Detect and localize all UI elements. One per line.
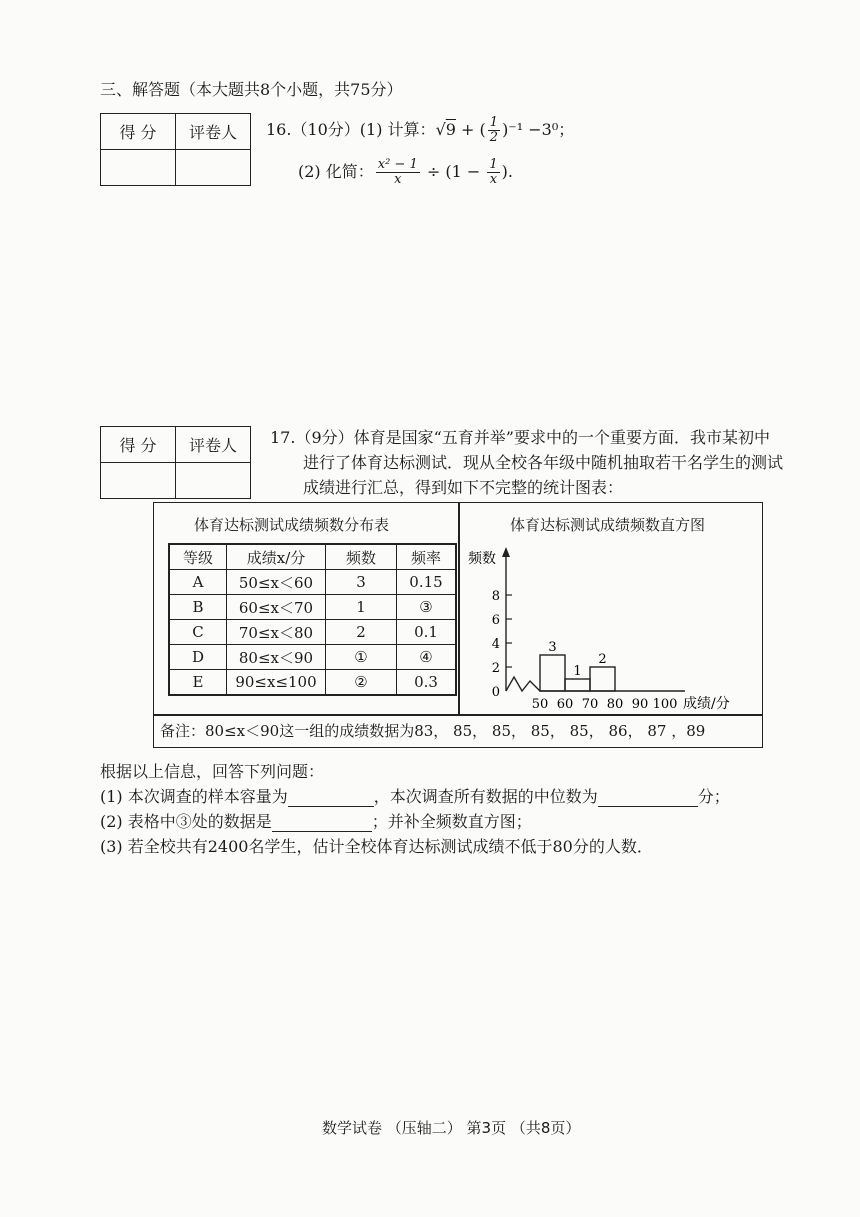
table-title: 体育达标测试成绩频数分布表 <box>194 516 390 534</box>
q17-sub2 <box>100 812 532 832</box>
cell: B <box>169 595 227 620</box>
cell: 1 <box>326 595 397 620</box>
histogram <box>460 539 760 713</box>
note-text: 备注：80≤x＜90这一组的成绩数据为83， 85， 85， 85， 85， 86， 87 ，89 <box>160 722 706 740</box>
x-tick-label: 50 <box>531 697 549 712</box>
table-row <box>169 570 456 595</box>
cell: ④ <box>397 645 457 670</box>
one-num: 1 <box>489 157 498 172</box>
score-label: 得 分 <box>101 114 176 150</box>
grader-label: 评卷人 <box>176 114 251 150</box>
q17-line3: 成绩进行汇总，得到如下不完整的统计图表： <box>303 478 624 497</box>
half-fraction <box>488 116 500 145</box>
bar-value-label: 1 <box>573 664 582 679</box>
q1-text-a: (1) 本次调查的样本容量为 <box>100 787 288 806</box>
note-divider <box>154 714 762 716</box>
grader-cell <box>176 463 251 499</box>
bar-value-label: 3 <box>548 640 557 655</box>
table-row <box>169 595 456 620</box>
y-tick-label: 8 <box>491 589 500 604</box>
y-tick-label: 4 <box>491 637 500 652</box>
cell: 0.1 <box>397 620 457 645</box>
y-axis-arrow <box>502 547 510 557</box>
cell: 0.15 <box>397 570 457 595</box>
cell: 80≤x＜90 <box>227 645 326 670</box>
th-grade: 等级 <box>169 544 227 570</box>
cell: 70≤x＜80 <box>227 620 326 645</box>
answer-blank-2[interactable] <box>598 790 698 807</box>
x-axis-label: 成绩/分 <box>683 696 730 712</box>
cell: ② <box>326 670 397 696</box>
q2-text-a: (2) 表格中③处的数据是 <box>100 812 272 831</box>
grader-cell <box>176 150 251 186</box>
half-num: 1 <box>489 115 499 130</box>
histogram-bar <box>565 679 590 691</box>
q16-end: ). <box>501 162 513 181</box>
q17-intro: 根据以上信息，回答下列问题： <box>100 762 325 781</box>
q16-p2-prefix: (2) 化简： <box>298 162 374 181</box>
section-title: 三、解答题（本大题共8个小题，共75分） <box>100 80 403 99</box>
cell: 0.3 <box>397 670 457 696</box>
q16-part1 <box>266 116 574 145</box>
score-cell <box>101 150 176 186</box>
x-tick-label: 80 <box>606 697 624 712</box>
table-row <box>169 620 456 645</box>
score-cell <box>101 463 176 499</box>
frequency-table <box>168 543 457 696</box>
q16-exp: )⁻¹ −3⁰； <box>502 120 575 139</box>
table-header-row <box>169 544 456 570</box>
q16-head: 16.（10分）(1) 计算： <box>266 120 436 139</box>
y-tick-label: 0 <box>491 685 500 700</box>
histogram-bar <box>540 655 565 691</box>
cell: E <box>169 670 227 696</box>
cell: 2 <box>326 620 397 645</box>
x-tick-label: 100 <box>652 697 678 712</box>
q1-text-c: 分； <box>697 787 730 806</box>
cell: 60≤x＜70 <box>227 595 326 620</box>
th-score: 成绩x/分 <box>227 544 326 570</box>
q16-mid: ÷ (1 − <box>421 162 486 181</box>
q1-text-b: ，本次调查所有数据的中位数为 <box>373 787 598 806</box>
half-den: 2 <box>489 130 499 145</box>
cell: C <box>169 620 227 645</box>
table-row <box>169 645 456 670</box>
bar-value-label: 2 <box>598 652 607 667</box>
q17-line1: 17.（9分）体育是国家“五育并举”要求中的一个重要方面．我市某初中 <box>270 428 770 447</box>
frac-num: x² − 1 <box>377 157 418 172</box>
q17-sub1 <box>100 787 730 807</box>
score-label: 得 分 <box>101 427 176 463</box>
y-axis-label: 频数 <box>468 551 496 567</box>
score-box-17 <box>100 426 251 499</box>
x-tick-label: 60 <box>556 697 574 712</box>
cell: 90≤x≤100 <box>227 670 326 696</box>
grader-label: 评卷人 <box>176 427 251 463</box>
cell: 3 <box>326 570 397 595</box>
cell: ① <box>326 645 397 670</box>
q2-text-b: ；并补全频数直方图； <box>371 812 532 831</box>
q16-part2 <box>298 158 513 187</box>
answer-blank-1[interactable] <box>288 790 374 807</box>
q16-radicand: 9 <box>445 120 456 139</box>
sqrt-sign: √ <box>435 120 446 139</box>
frac-den: x <box>394 172 402 187</box>
cell: 50≤x＜60 <box>227 570 326 595</box>
score-box-16 <box>100 113 251 186</box>
q17-sub3: (3) 若全校共有2400名学生，估计全校体育达标测试成绩不低于80分的人数． <box>100 837 653 856</box>
table-row <box>169 670 456 696</box>
th-rate: 频率 <box>397 544 457 570</box>
cell: A <box>169 570 227 595</box>
histogram-bar <box>590 667 615 691</box>
x-tick-label: 90 <box>631 697 649 712</box>
hist-title: 体育达标测试成绩频数直方图 <box>510 516 706 534</box>
cell: D <box>169 645 227 670</box>
th-freq: 频数 <box>326 544 397 570</box>
one-over-x <box>487 158 499 187</box>
q16-plus-open: + ( <box>455 120 486 139</box>
y-tick-label: 6 <box>491 613 500 628</box>
answer-blank-3[interactable] <box>272 815 372 832</box>
y-tick-label: 2 <box>491 661 500 676</box>
x-den: x <box>489 172 498 187</box>
x-axis <box>506 677 685 691</box>
stats-figure <box>153 502 763 748</box>
cell: ③ <box>397 595 457 620</box>
simplify-fraction <box>376 158 420 187</box>
q17-line2: 进行了体育达标测试．现从全校各年级中随机抽取若干名学生的测试 <box>303 453 784 472</box>
x-tick-label: 70 <box>581 697 599 712</box>
page-footer: 数学试卷 （压轴二） 第3页 （共8页） <box>322 1119 581 1137</box>
